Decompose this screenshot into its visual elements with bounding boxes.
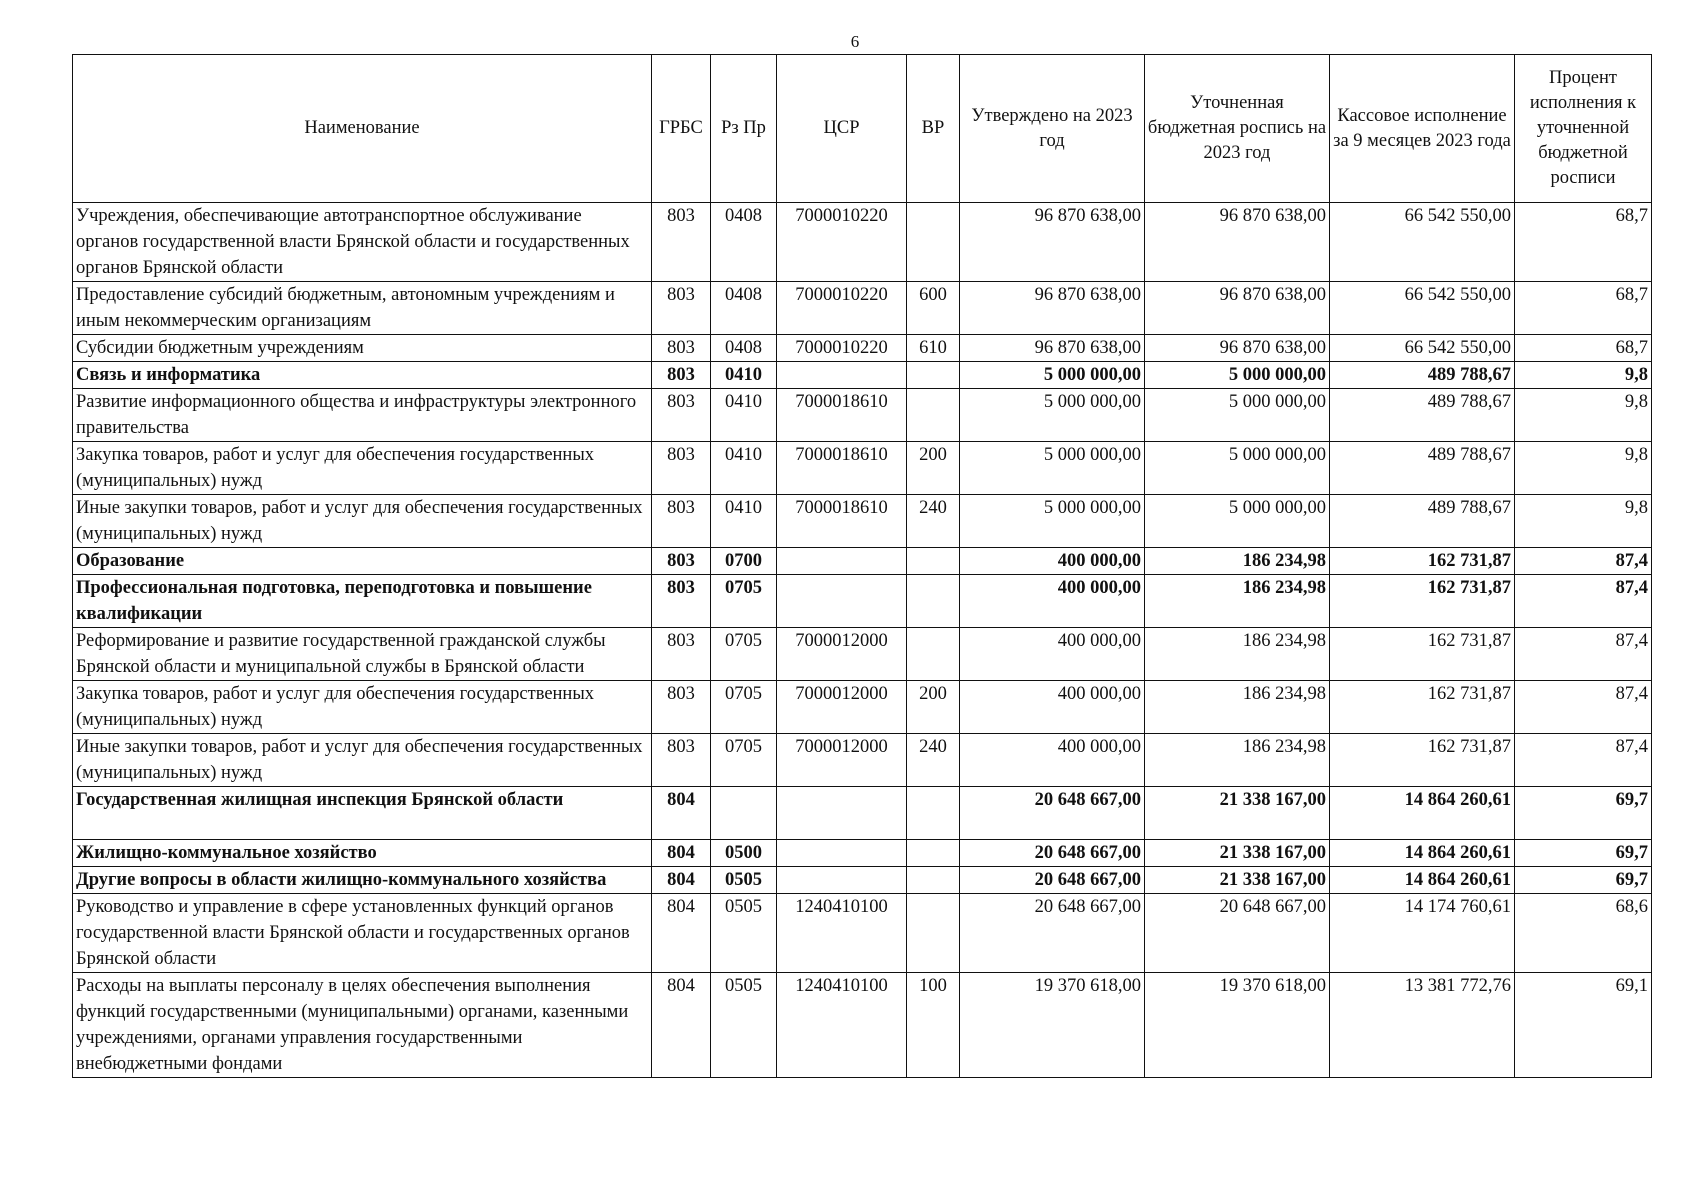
cell-vr: 200 [907, 681, 960, 734]
cell-percent: 87,4 [1515, 575, 1652, 628]
cell-vr [907, 389, 960, 442]
cell-rzpr: 0505 [711, 867, 777, 894]
cell-grbs: 803 [652, 203, 711, 282]
table-row [73, 495, 1652, 548]
table-row [73, 335, 1652, 362]
cell-csr: 7000018610 [777, 389, 907, 442]
cell-percent: 68,7 [1515, 282, 1652, 335]
cell-vr: 600 [907, 282, 960, 335]
cell-approved: 20 648 667,00 [960, 787, 1145, 840]
cell-name: Реформирование и развитие государственной гражданской службы Брянской области и муниципальной службы в Брянской области [73, 628, 652, 681]
table-row [73, 787, 1652, 840]
cell-cash: 66 542 550,00 [1330, 203, 1515, 282]
table-row [73, 203, 1652, 282]
cell-grbs: 804 [652, 973, 711, 1078]
cell-rzpr: 0408 [711, 203, 777, 282]
cell-approved: 5 000 000,00 [960, 495, 1145, 548]
cell-vr [907, 867, 960, 894]
cell-approved: 96 870 638,00 [960, 203, 1145, 282]
cell-percent: 87,4 [1515, 548, 1652, 575]
table-row [73, 282, 1652, 335]
cell-refined: 96 870 638,00 [1145, 282, 1330, 335]
cell-cash: 489 788,67 [1330, 389, 1515, 442]
cell-csr: 1240410100 [777, 894, 907, 973]
cell-approved: 400 000,00 [960, 548, 1145, 575]
cell-vr: 610 [907, 335, 960, 362]
cell-refined: 186 234,98 [1145, 681, 1330, 734]
table-row [73, 548, 1652, 575]
cell-csr: 7000010220 [777, 282, 907, 335]
cell-refined: 19 370 618,00 [1145, 973, 1330, 1078]
header-name: Наименование [73, 55, 652, 203]
cell-csr [777, 787, 907, 840]
cell-csr: 7000018610 [777, 495, 907, 548]
cell-percent: 69,7 [1515, 840, 1652, 867]
cell-name: Руководство и управление в сфере установленных функций органов государственной власти Брянской области и государственных органов Брянской области [73, 894, 652, 973]
cell-approved: 20 648 667,00 [960, 867, 1145, 894]
cell-refined: 20 648 667,00 [1145, 894, 1330, 973]
cell-rzpr: 0505 [711, 894, 777, 973]
cell-rzpr: 0410 [711, 362, 777, 389]
cell-csr: 7000010220 [777, 335, 907, 362]
header-approved: Утверждено на 2023 год [960, 55, 1145, 203]
cell-name: Жилищно-коммунальное хозяйство [73, 840, 652, 867]
table-row [73, 362, 1652, 389]
table-row [73, 575, 1652, 628]
cell-approved: 20 648 667,00 [960, 840, 1145, 867]
header-row [73, 55, 1652, 203]
table-body [73, 203, 1652, 1078]
cell-refined: 96 870 638,00 [1145, 203, 1330, 282]
cell-grbs: 803 [652, 282, 711, 335]
cell-vr [907, 575, 960, 628]
cell-name: Другие вопросы в области жилищно-коммунального хозяйства [73, 867, 652, 894]
cell-vr: 240 [907, 495, 960, 548]
cell-grbs: 803 [652, 389, 711, 442]
cell-csr [777, 548, 907, 575]
cell-percent: 68,7 [1515, 203, 1652, 282]
cell-grbs: 803 [652, 628, 711, 681]
cell-vr [907, 628, 960, 681]
budget-table [72, 54, 1652, 1078]
cell-rzpr: 0410 [711, 495, 777, 548]
cell-name: Иные закупки товаров, работ и услуг для обеспечения государственных (муниципальных) нужд [73, 734, 652, 787]
cell-csr: 7000012000 [777, 681, 907, 734]
table-row [73, 894, 1652, 973]
table-row [73, 442, 1652, 495]
cell-name: Образование [73, 548, 652, 575]
cell-rzpr: 0705 [711, 681, 777, 734]
cell-grbs: 803 [652, 335, 711, 362]
cell-cash: 14 864 260,61 [1330, 787, 1515, 840]
cell-grbs: 803 [652, 362, 711, 389]
cell-rzpr: 0705 [711, 734, 777, 787]
cell-csr [777, 362, 907, 389]
cell-approved: 5 000 000,00 [960, 389, 1145, 442]
cell-refined: 21 338 167,00 [1145, 787, 1330, 840]
cell-cash: 162 731,87 [1330, 681, 1515, 734]
cell-percent: 69,7 [1515, 867, 1652, 894]
cell-approved: 5 000 000,00 [960, 442, 1145, 495]
cell-vr [907, 548, 960, 575]
cell-refined: 186 234,98 [1145, 548, 1330, 575]
cell-refined: 5 000 000,00 [1145, 362, 1330, 389]
cell-approved: 400 000,00 [960, 575, 1145, 628]
header-rzpr: Рз Пр [711, 55, 777, 203]
cell-cash: 66 542 550,00 [1330, 282, 1515, 335]
cell-percent: 9,8 [1515, 495, 1652, 548]
cell-rzpr: 0705 [711, 575, 777, 628]
cell-vr: 240 [907, 734, 960, 787]
table-row [73, 389, 1652, 442]
cell-rzpr: 0410 [711, 442, 777, 495]
cell-csr: 7000018610 [777, 442, 907, 495]
cell-name: Учреждения, обеспечивающие автотранспортное обслуживание органов государственной власти Брянской области и государственных органов Брянской области [73, 203, 652, 282]
cell-refined: 96 870 638,00 [1145, 335, 1330, 362]
cell-cash: 162 731,87 [1330, 575, 1515, 628]
cell-cash: 66 542 550,00 [1330, 335, 1515, 362]
cell-cash: 14 864 260,61 [1330, 840, 1515, 867]
cell-grbs: 804 [652, 787, 711, 840]
cell-vr [907, 362, 960, 389]
cell-refined: 5 000 000,00 [1145, 442, 1330, 495]
cell-vr: 200 [907, 442, 960, 495]
cell-percent: 87,4 [1515, 628, 1652, 681]
cell-cash: 14 174 760,61 [1330, 894, 1515, 973]
cell-refined: 186 234,98 [1145, 628, 1330, 681]
table-row [73, 840, 1652, 867]
header-grbs: ГРБС [652, 55, 711, 203]
cell-rzpr [711, 787, 777, 840]
cell-grbs: 803 [652, 495, 711, 548]
page-number: 6 [850, 32, 860, 51]
cell-rzpr: 0700 [711, 548, 777, 575]
cell-vr: 100 [907, 973, 960, 1078]
cell-percent: 68,6 [1515, 894, 1652, 973]
table-row [73, 681, 1652, 734]
cell-name: Субсидии бюджетным учреждениям [73, 335, 652, 362]
cell-approved: 19 370 618,00 [960, 973, 1145, 1078]
cell-approved: 400 000,00 [960, 628, 1145, 681]
header-percent: Процент исполнения к уточненной бюджетной росписи [1515, 55, 1652, 203]
cell-csr: 1240410100 [777, 973, 907, 1078]
cell-vr [907, 203, 960, 282]
cell-refined: 21 338 167,00 [1145, 840, 1330, 867]
cell-refined: 5 000 000,00 [1145, 495, 1330, 548]
cell-name: Закупка товаров, работ и услуг для обеспечения государственных (муниципальных) нужд [73, 442, 652, 495]
cell-cash: 489 788,67 [1330, 495, 1515, 548]
cell-approved: 400 000,00 [960, 681, 1145, 734]
cell-approved: 96 870 638,00 [960, 335, 1145, 362]
cell-percent: 9,8 [1515, 442, 1652, 495]
cell-csr: 7000012000 [777, 734, 907, 787]
cell-grbs: 804 [652, 867, 711, 894]
cell-rzpr: 0410 [711, 389, 777, 442]
cell-csr [777, 840, 907, 867]
header-refined: Уточненная бюджетная роспись на 2023 год [1145, 55, 1330, 203]
cell-cash: 13 381 772,76 [1330, 973, 1515, 1078]
cell-cash: 489 788,67 [1330, 442, 1515, 495]
header-cash: Кассовое исполнение за 9 месяцев 2023 года [1330, 55, 1515, 203]
cell-percent: 9,8 [1515, 362, 1652, 389]
cell-rzpr: 0505 [711, 973, 777, 1078]
cell-cash: 162 731,87 [1330, 734, 1515, 787]
cell-vr [907, 787, 960, 840]
cell-name: Расходы на выплаты персоналу в целях обеспечения выполнения функций государственными (муниципальными) органами, казенными учреждениями, органами управления государственными внебюджетными фондами [73, 973, 652, 1078]
cell-name: Закупка товаров, работ и услуг для обеспечения государственных (муниципальных) нужд [73, 681, 652, 734]
cell-refined: 186 234,98 [1145, 575, 1330, 628]
table-row [73, 867, 1652, 894]
cell-grbs: 804 [652, 840, 711, 867]
cell-csr [777, 575, 907, 628]
cell-percent: 69,1 [1515, 973, 1652, 1078]
cell-percent: 87,4 [1515, 681, 1652, 734]
cell-cash: 162 731,87 [1330, 628, 1515, 681]
cell-name: Иные закупки товаров, работ и услуг для обеспечения государственных (муниципальных) нужд [73, 495, 652, 548]
cell-cash: 162 731,87 [1330, 548, 1515, 575]
cell-rzpr: 0408 [711, 335, 777, 362]
table-row [73, 973, 1652, 1078]
cell-approved: 400 000,00 [960, 734, 1145, 787]
cell-approved: 96 870 638,00 [960, 282, 1145, 335]
table-row [73, 734, 1652, 787]
cell-csr: 7000012000 [777, 628, 907, 681]
cell-refined: 21 338 167,00 [1145, 867, 1330, 894]
header-csr: ЦСР [777, 55, 907, 203]
cell-refined: 186 234,98 [1145, 734, 1330, 787]
cell-vr [907, 894, 960, 973]
cell-approved: 5 000 000,00 [960, 362, 1145, 389]
cell-grbs: 803 [652, 575, 711, 628]
cell-percent: 69,7 [1515, 787, 1652, 840]
cell-rzpr: 0705 [711, 628, 777, 681]
cell-percent: 68,7 [1515, 335, 1652, 362]
cell-approved: 20 648 667,00 [960, 894, 1145, 973]
cell-name: Предоставление субсидий бюджетным, автономным учреждениям и иным некоммерческим организациям [73, 282, 652, 335]
cell-cash: 489 788,67 [1330, 362, 1515, 389]
header-vr: ВР [907, 55, 960, 203]
cell-percent: 87,4 [1515, 734, 1652, 787]
cell-name: Связь и информатика [73, 362, 652, 389]
cell-cash: 14 864 260,61 [1330, 867, 1515, 894]
cell-grbs: 803 [652, 548, 711, 575]
table-row [73, 628, 1652, 681]
cell-name: Профессиональная подготовка, переподготовка и повышение квалификации [73, 575, 652, 628]
cell-refined: 5 000 000,00 [1145, 389, 1330, 442]
cell-csr [777, 867, 907, 894]
cell-percent: 9,8 [1515, 389, 1652, 442]
cell-name: Развитие информационного общества и инфраструктуры электронного правительства [73, 389, 652, 442]
cell-vr [907, 840, 960, 867]
cell-name: Государственная жилищная инспекция Брянской области [73, 787, 652, 840]
cell-rzpr: 0500 [711, 840, 777, 867]
cell-grbs: 803 [652, 681, 711, 734]
cell-grbs: 804 [652, 894, 711, 973]
cell-grbs: 803 [652, 734, 711, 787]
cell-csr: 7000010220 [777, 203, 907, 282]
cell-grbs: 803 [652, 442, 711, 495]
cell-rzpr: 0408 [711, 282, 777, 335]
